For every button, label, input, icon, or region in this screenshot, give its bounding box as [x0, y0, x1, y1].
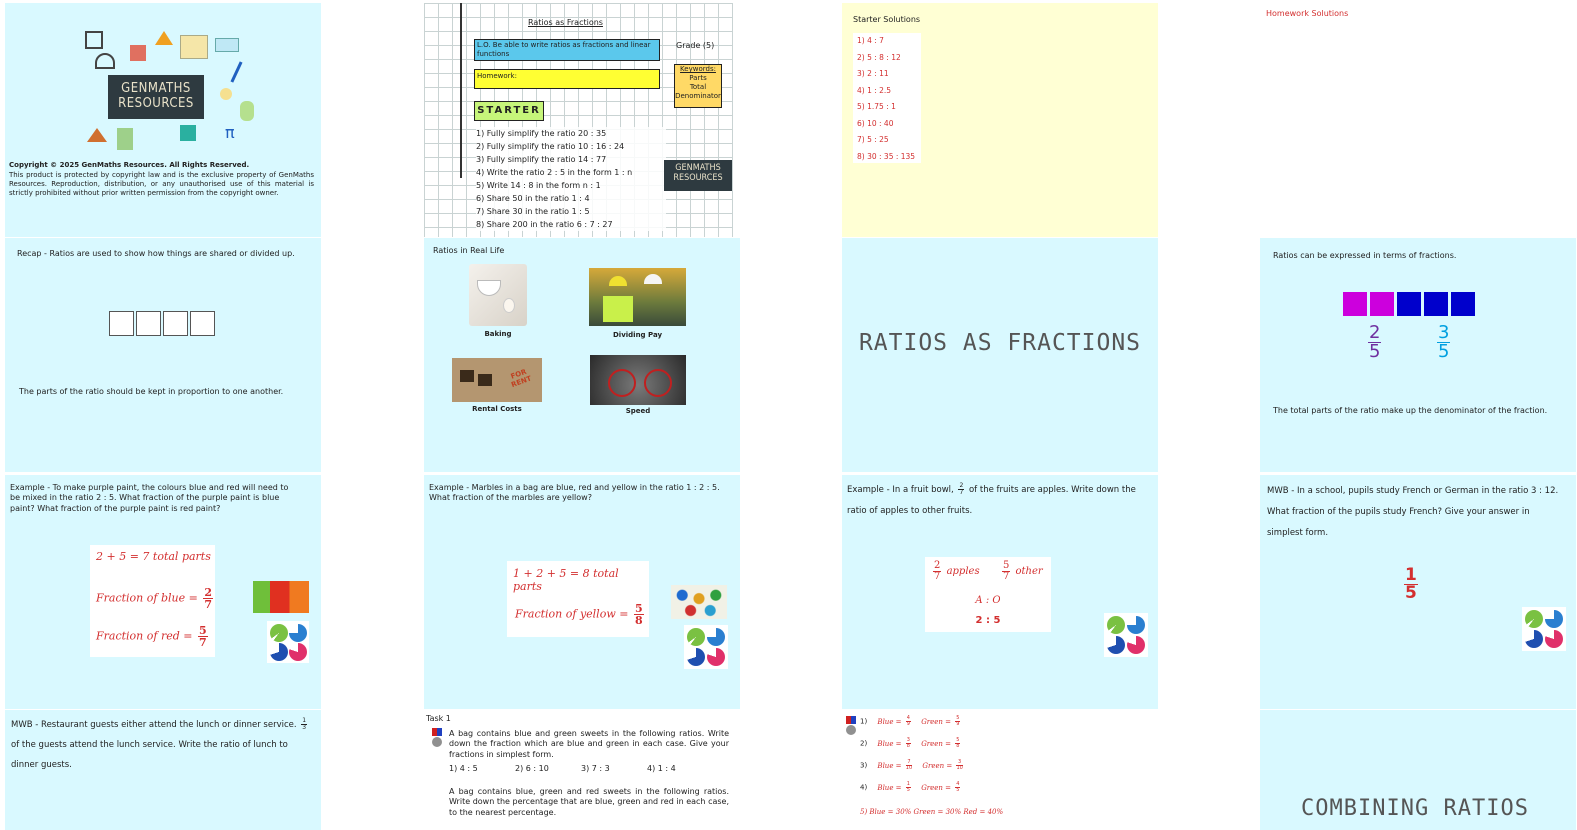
blue-block: [1451, 292, 1475, 316]
answer-number: 4): [860, 783, 868, 792]
numerator: 1: [906, 781, 910, 787]
pie-icon: [707, 648, 725, 666]
pi-symbol-icon: π: [225, 123, 235, 142]
fraction-blue: [1437, 324, 1450, 361]
slide-example-marbles[interactable]: [424, 475, 740, 709]
task-paragraph-2: A bag contains blue, green and red sweets in the following ratios. Write down the percentage that are blue, green and red in each case, to the nearest percentage.: [449, 787, 729, 817]
genmaths-logo-small: [664, 160, 732, 191]
fraction: [955, 782, 960, 793]
numerator: 3: [958, 759, 962, 765]
blue-label: Blue =: [877, 717, 902, 726]
logo-line-2: RESOURCES: [673, 173, 723, 183]
label-baking: Baking: [484, 330, 512, 338]
blue-label: Blue =: [877, 739, 902, 748]
numerator: 1: [1405, 565, 1417, 585]
ratio-blocks: [1343, 292, 1475, 316]
denominator: 10: [956, 765, 963, 771]
cylinder-icon: [240, 101, 254, 121]
denominator: 5: [1369, 341, 1381, 362]
fraction: [906, 738, 911, 749]
numerator: 3: [906, 737, 910, 743]
denominator: 5: [906, 787, 910, 793]
question-part-a: MWB - Restaurant guests either attend the lunch or dinner service.: [11, 720, 297, 730]
learning-objective: L.O. Be able to write ratios as fractions and linear functions: [474, 39, 660, 61]
denominator: 7: [198, 636, 207, 649]
denominator: 5: [956, 787, 960, 793]
house-icon: [460, 370, 474, 382]
label-rental-costs: Rental Costs: [472, 405, 522, 413]
question: 8) Share 200 in the ratio 6 : 7 : 27: [476, 220, 613, 229]
green-label: Green =: [921, 739, 952, 748]
pie-icon: [289, 624, 307, 642]
purple-block: [1370, 292, 1394, 316]
ratio-answer: 2 : 5: [975, 615, 1001, 626]
answer-number: 2): [860, 739, 868, 748]
ratio-item: 2) 6 : 10: [515, 764, 549, 773]
homework-solutions-title: Homework Solutions: [1266, 9, 1349, 18]
dividing-pay-image: [589, 268, 686, 326]
blue-block: [1424, 292, 1448, 316]
slide-starter-solutions[interactable]: [842, 3, 1158, 237]
pie-icon: [707, 628, 725, 646]
solutions-box: [853, 33, 921, 163]
triangle-icon: [155, 31, 173, 45]
keywords-box: [674, 64, 722, 108]
numerator: 5: [956, 737, 960, 743]
slide-example-fruit[interactable]: [842, 475, 1158, 709]
green-label: Green =: [922, 761, 953, 770]
cube-icon: [180, 125, 196, 141]
pie-icon: [1525, 630, 1543, 648]
answer-row-1: [860, 716, 962, 727]
ratio-box: [190, 311, 215, 336]
fraction-label: Fraction of red =: [96, 629, 193, 643]
logo-line-1: GENMATHS: [675, 163, 721, 173]
pie-charts-icon: [267, 621, 309, 663]
fraction: [955, 738, 960, 749]
speedometer-icon: [644, 369, 672, 397]
pie-icon: [289, 643, 307, 661]
numerator: 2: [934, 560, 941, 571]
hardhat-icon: [609, 276, 627, 286]
pie-icon: [1107, 636, 1125, 654]
apples-other-line: [931, 561, 1043, 582]
question: 4) Write the ratio 2 : 5 in the form 1 : n: [476, 168, 633, 177]
fraction-purple: [1368, 324, 1381, 361]
pie-icon: [1525, 610, 1543, 628]
apples-word: apples: [946, 566, 980, 577]
egg-icon: [503, 298, 515, 313]
ruler-icon: [215, 38, 239, 52]
keyword-3: Denominator: [675, 92, 721, 101]
starter-questions: [476, 127, 666, 231]
ratio-box: [136, 311, 161, 336]
copyright-body: This product is protected by copyright law and is the exclusive property of GenMaths Resources. Reproduction, distribution, or any unauthorised use of this material is strictly prohibited without prior written permission from the copyright owner.: [9, 171, 314, 198]
real-life-title: Ratios in Real Life: [433, 246, 505, 255]
answer: 8) 30 : 35 : 135: [857, 151, 916, 161]
genmaths-logo: [108, 75, 204, 119]
pie-charts-icon: [1522, 607, 1566, 651]
question: 6) Share 50 in the ratio 1 : 4: [476, 194, 590, 203]
answer-number: 1): [860, 717, 868, 726]
task-ratios-1: [449, 764, 729, 774]
flour-bowl-icon: [477, 280, 501, 296]
denominator: 8: [634, 614, 643, 627]
house-icon: [478, 374, 492, 386]
denominator: 9: [956, 721, 960, 727]
marbles-question: Example - Marbles in a bag are blue, red and yellow in the ratio 1 : 2 : 5. What fraction of the marbles are yellow?: [429, 483, 720, 503]
blue-label: Blue =: [877, 783, 902, 792]
slide-fraction-blocks[interactable]: [1260, 238, 1576, 472]
fraction: [955, 716, 960, 727]
pie-icon: [687, 628, 705, 646]
answer-fraction: [1404, 567, 1418, 602]
question-fraction: [958, 483, 964, 496]
ratio-box: [109, 311, 134, 336]
homework-box: Homework:: [474, 69, 660, 89]
medal-icon: [846, 716, 856, 736]
grade-label: Grade (5): [676, 41, 715, 50]
denominator: 8: [906, 743, 910, 749]
marbles-working-box: [507, 561, 649, 637]
for-rent-sign: FOR RENT: [509, 367, 533, 390]
numerator: 5: [1002, 560, 1010, 571]
keyword-1: Parts: [689, 74, 707, 83]
keywords-title: Keywords:: [680, 65, 716, 73]
pie-icon: [1127, 636, 1145, 654]
lightbulb-icon: [220, 88, 232, 100]
fraction: [198, 625, 208, 648]
numerator: 7: [907, 759, 911, 765]
answer: 6) 10 : 40: [857, 118, 894, 128]
fraction: [1002, 561, 1010, 582]
slide-cover[interactable]: [5, 3, 321, 237]
fruit-working-box: [925, 557, 1051, 632]
denominator: 10: [905, 765, 913, 771]
solutions-title: Starter Solutions: [853, 15, 921, 24]
ratio-item: 1) 4 : 5: [449, 764, 478, 773]
question-part-b: of the fruits are apples. Write down the ratio of apples to other fruits.: [847, 485, 1136, 516]
slide-homework-solutions[interactable]: [1260, 3, 1576, 237]
task-title: Task 1: [426, 714, 451, 723]
other-word: other: [1015, 566, 1043, 577]
numerator: 5: [634, 602, 643, 615]
denominator: 7: [1002, 571, 1010, 582]
fraction: [906, 782, 911, 793]
keyword-2: Total: [689, 83, 707, 92]
medal-icon: [432, 728, 442, 748]
section-title: RATIOS AS FRACTIONS: [858, 330, 1142, 356]
denominator: 5: [1438, 341, 1450, 362]
denominator: 3: [302, 724, 307, 731]
numerator: 4: [956, 781, 960, 787]
ratio-item: 4) 1 : 4: [647, 764, 676, 773]
slide-title: Ratios as Fractions: [528, 18, 603, 27]
numerator: 4: [906, 715, 910, 721]
slide-mwb-restaurant[interactable]: [5, 710, 321, 830]
denominator: 7: [934, 571, 941, 582]
slide-task-1-answers[interactable]: [842, 710, 1158, 830]
combining-title: COMBINING RATIOS: [1301, 796, 1529, 821]
rental-image: [452, 358, 542, 402]
speedometer-icon: [608, 369, 636, 397]
hi-vis-vest-icon: [603, 296, 633, 322]
blue-block: [1397, 292, 1421, 316]
numerator: 2: [959, 482, 964, 489]
recap-text: Recap - Ratios are used to show how things are shared or divided up.: [17, 249, 295, 258]
numerator: 5: [956, 715, 960, 721]
pie-icon: [1545, 610, 1563, 628]
pie-charts-icon: [684, 625, 728, 669]
answer: 4) 1 : 2.5: [857, 85, 892, 95]
answer: 2) 5 : 8 : 12: [857, 52, 901, 62]
slide-recap[interactable]: [5, 238, 321, 472]
slide-example-paint[interactable]: [5, 475, 321, 709]
fraction: [634, 603, 644, 626]
slide-real-life[interactable]: [424, 238, 740, 472]
fractions-intro: Ratios can be expressed in terms of fractions.: [1273, 251, 1457, 260]
margin-line: [460, 3, 462, 178]
abacus-icon: [130, 45, 146, 61]
logo-line-2: RESOURCES: [118, 96, 194, 111]
fraction-red-line: [96, 625, 210, 648]
answer-number: 3): [860, 761, 868, 770]
answer: 1) 4 : 7: [857, 36, 884, 45]
ratio-boxes: [109, 311, 215, 336]
fraction-label: Fraction of yellow =: [515, 607, 629, 621]
proportion-text: The parts of the ratio should be kept in proportion to one another.: [19, 387, 284, 396]
question-fraction: [301, 718, 307, 731]
answer: 7) 5 : 25: [857, 135, 889, 144]
restaurant-question: [11, 715, 316, 775]
answer-row-2: [860, 738, 962, 749]
question: 1) Fully simplify the ratio 20 : 35: [476, 129, 607, 138]
slide-starter[interactable]: [424, 3, 733, 237]
fraction: [933, 561, 941, 582]
slide-mwb-school[interactable]: [1260, 475, 1576, 709]
label-dividing-pay: Dividing Pay: [612, 331, 663, 339]
copyright-title: Copyright © 2025 GenMaths Resources. All Rights Reserved.: [9, 161, 250, 169]
pie-icon: [270, 643, 288, 661]
speed-image: [590, 355, 686, 405]
answer-row-3: [860, 760, 965, 771]
green-label: Green =: [921, 717, 952, 726]
label-speed: Speed: [625, 407, 651, 415]
question: 7) Share 30 in the ratio 1 : 5: [476, 207, 590, 216]
answer-row-5: 5) Blue = 30% Green = 30% Red = 40%: [860, 808, 1004, 816]
pie-icon: [1127, 616, 1145, 634]
fraction-label: Fraction of blue =: [96, 591, 198, 605]
denominator: 7: [959, 489, 964, 496]
school-question: MWB - In a school, pupils study French or German in the ratio 3 : 12. What fraction of the pupils study French? Give your answer in simplest form.: [1267, 486, 1559, 538]
fraction: [906, 760, 912, 771]
pie-charts-icon: [1104, 613, 1148, 657]
slide-task-1[interactable]: [424, 710, 740, 830]
pie-icon: [1545, 630, 1563, 648]
green-book-icon: [117, 128, 133, 150]
marbles-image: [671, 585, 727, 619]
slide-combining-ratios[interactable]: [1260, 710, 1576, 830]
paint-working-box: [90, 545, 215, 657]
fraction-blue-line: [96, 587, 215, 610]
compass-icon: [230, 61, 242, 82]
denominator-note: The total parts of the ratio make up the denominator of the fraction.: [1273, 406, 1548, 415]
hardhat-icon: [644, 274, 662, 284]
fruit-question: [847, 480, 1152, 522]
baking-image: [469, 264, 527, 326]
protractor-icon: [95, 53, 115, 69]
numerator: 3: [1438, 322, 1450, 343]
ratio-item: 3) 7 : 3: [581, 764, 610, 773]
question: 2) Fully simplify the ratio 10 : 16 : 24: [476, 142, 625, 151]
denominator: 8: [956, 743, 960, 749]
question: 3) Fully simplify the ratio 14 : 77: [476, 155, 607, 164]
calculator-icon: [85, 31, 103, 49]
purple-block: [1343, 292, 1367, 316]
numerator: 2: [1369, 322, 1381, 343]
fraction-yellow-line: [515, 603, 646, 626]
green-label: Green =: [921, 783, 952, 792]
ratio-letters: A : O: [975, 595, 1001, 606]
fraction: [956, 760, 962, 771]
task-paragraph-1: A bag contains blue and green sweets in the following ratios. Write down the fraction which are blue and green in each case. Give your fractions in simplest form.: [449, 729, 729, 759]
total-parts-line: 2 + 5 = 7 total parts: [96, 550, 211, 563]
numerator: 2: [204, 586, 212, 599]
answers-box: [856, 714, 1026, 830]
denominator: 7: [204, 598, 212, 611]
question-part-b: of the guests attend the lunch service. Write the ratio of lunch to dinner guests.: [11, 740, 288, 770]
ratio-box: [163, 311, 188, 336]
starter-banner: STARTER: [474, 101, 544, 121]
paint-question: Example - To make purple paint, the colours blue and red will need to be mixed in the ratio 2 : 5. What fraction of the purple paint is blue paint? What fraction of the purple paint is red paint?: [10, 483, 289, 513]
question: 5) Write 14 : 8 in the form n : 1: [476, 181, 601, 190]
fraction: [906, 716, 911, 727]
answer-row-4: [860, 782, 962, 793]
paint-cans-image: [253, 581, 309, 613]
denominator: 5: [1405, 583, 1417, 603]
answer: 5) 1.75 : 1: [857, 102, 896, 111]
notebook-icon: [180, 35, 208, 59]
pie-icon: [687, 648, 705, 666]
fraction: [203, 587, 213, 610]
pyramid-icon: [87, 128, 107, 142]
total-parts-line: 1 + 2 + 5 = 8 total parts: [513, 567, 619, 593]
numerator: 5: [198, 624, 207, 637]
answer: 3) 2 : 11: [857, 69, 889, 78]
numerator: 1: [302, 717, 307, 724]
blue-label: Blue =: [877, 761, 902, 770]
slide-section-title[interactable]: [842, 238, 1158, 472]
pie-icon: [1107, 616, 1125, 634]
logo-line-1: GENMATHS: [121, 81, 191, 96]
pie-icon: [270, 624, 288, 642]
denominator: 9: [906, 721, 910, 727]
question-part-a: Example - In a fruit bowl,: [847, 485, 954, 495]
